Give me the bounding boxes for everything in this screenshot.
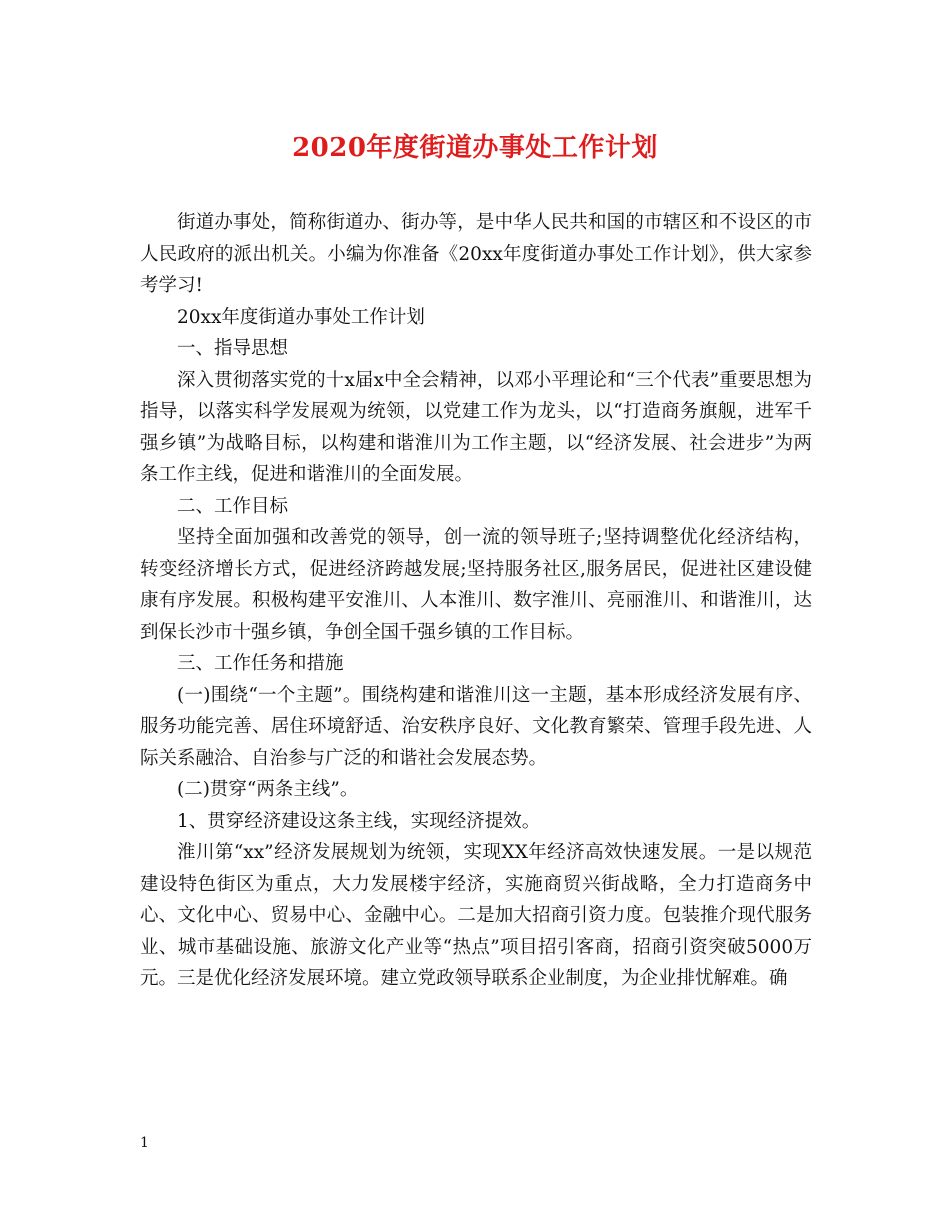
paragraph-guiding-ideology: 深入贯彻落实党的十x届x中全会精神，以邓小平理论和“三个代表”重要思想为指导，以落实科学发展观为统领，以党建工作为龙头，以“打造商务旗舰，进军千强乡镇”为战略目标，以构建和谐淮川为工作主题，以“经济发展、社会进步”为两条工作主线，促进和谐淮川的全面发展。 — [140, 369, 812, 485]
section-heading-work-goals: 二、工作目标 — [177, 495, 289, 517]
page-number: 1 — [140, 1135, 149, 1151]
paragraph-one-theme: (一)围绕“一个主题”。围绕构建和谐淮川这一主题，基本形成经济发展有序、服务功能完善、居住环境舒适、治安秩序良好、文化教育繁荣、管理手段先进、人际关系融洽、自治参与广泛的和谐社会发展态势。 — [140, 684, 812, 769]
paragraph-work-goals: 坚持全面加强和改善党的领导，创一流的领导班子;坚持调整优化经济结构，转变经济增长方式，促进经济跨越发展;坚持服务社区,服务居民，促进社区建设健康有序发展。积极构建平安淮川、人本淮川、数字淮川、亮丽淮川、和谐淮川，达到保长沙市十强乡镇，争创全国千强乡镇的工作目标。 — [140, 527, 812, 643]
document-title: 2020年度街道办事处工作计划 — [292, 133, 658, 163]
paragraph-economic-plan: 淮川第“xx”经济发展规划为统领，实现XX年经济高效快速发展。一是以规范建设特色街区为重点，大力发展楼宇经济，实施商贸兴街战略，全力打造商务中心、文化中心、贸易中心、金融中心。二是加大招商引资力度。包装推介现代服务业、城市基础设施、旅游文化产业等“热点”项目招引客商，招商引资突破5000万元。三是优化经济发展环境。建立党政领导联系企业制度，为企业排忧解难。确 — [140, 842, 812, 989]
section-heading-guiding-ideology: 一、指导思想 — [177, 338, 289, 359]
section-heading-tasks-measures: 三、工作任务和措施 — [177, 653, 344, 674]
paragraph-two-main-lines: (二)贯穿“两条主线”。 — [177, 779, 359, 800]
document-body — [140, 207, 812, 995]
paragraph-subtitle: 20xx年度街道办事处工作计划 — [177, 306, 425, 328]
paragraph-economic-line: 1、贯穿经济建设这条主线，实现经济提效。 — [177, 810, 541, 832]
paragraph-intro: 街道办事处，简称街道办、街办等，是中华人民共和国的市辖区和不设区的市人民政府的派出机关。小编为你准备《20xx年度街道办事处工作计划》，供大家参考学习! — [140, 212, 812, 296]
